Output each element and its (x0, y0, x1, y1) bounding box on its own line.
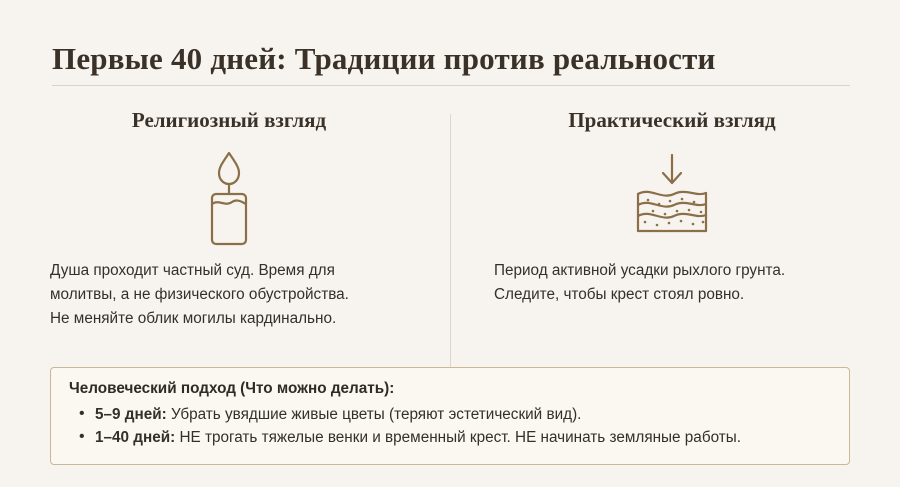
column-divider (450, 114, 451, 372)
comparison-columns (50, 108, 850, 331)
list-item (69, 403, 831, 427)
list-item-prefix: 5–9 дней: (95, 405, 167, 423)
column-practical-text (494, 259, 850, 307)
text-line: Душа проходит частный суд. Время для (50, 261, 335, 279)
callout-list (69, 403, 831, 450)
callout-title: Человеческий подход (Что можно делать): (69, 379, 395, 397)
list-item-prefix: 1–40 дней: (95, 429, 176, 447)
list-item (69, 426, 831, 450)
list-item-text: НЕ трогать тяжелые венки и временный крест. НЕ начинать земляные работы. (175, 429, 742, 447)
page-title: Первые 40 дней: Традиции против реальности (52, 41, 716, 76)
candle-icon (50, 143, 408, 255)
column-religious (50, 108, 450, 331)
text-line: Следите, чтобы крест стоял ровно. (494, 285, 745, 303)
column-practical-heading: Практический взгляд (568, 107, 776, 132)
soil-settling-icon (494, 143, 850, 255)
human-approach-callout (50, 367, 850, 465)
text-line: молитвы, а не физического обустройства. (50, 285, 349, 303)
list-item-text: Убрать увядшие живые цветы (теряют эстетический вид). (166, 405, 582, 423)
column-religious-text (50, 259, 408, 331)
column-religious-heading: Религиозный взгляд (131, 107, 327, 132)
text-line: Период активной усадки рыхлого грунта. (494, 261, 786, 279)
column-practical (450, 108, 850, 331)
text-line: Не меняйте облик могилы кардинально. (50, 310, 337, 328)
title-divider (52, 85, 850, 86)
